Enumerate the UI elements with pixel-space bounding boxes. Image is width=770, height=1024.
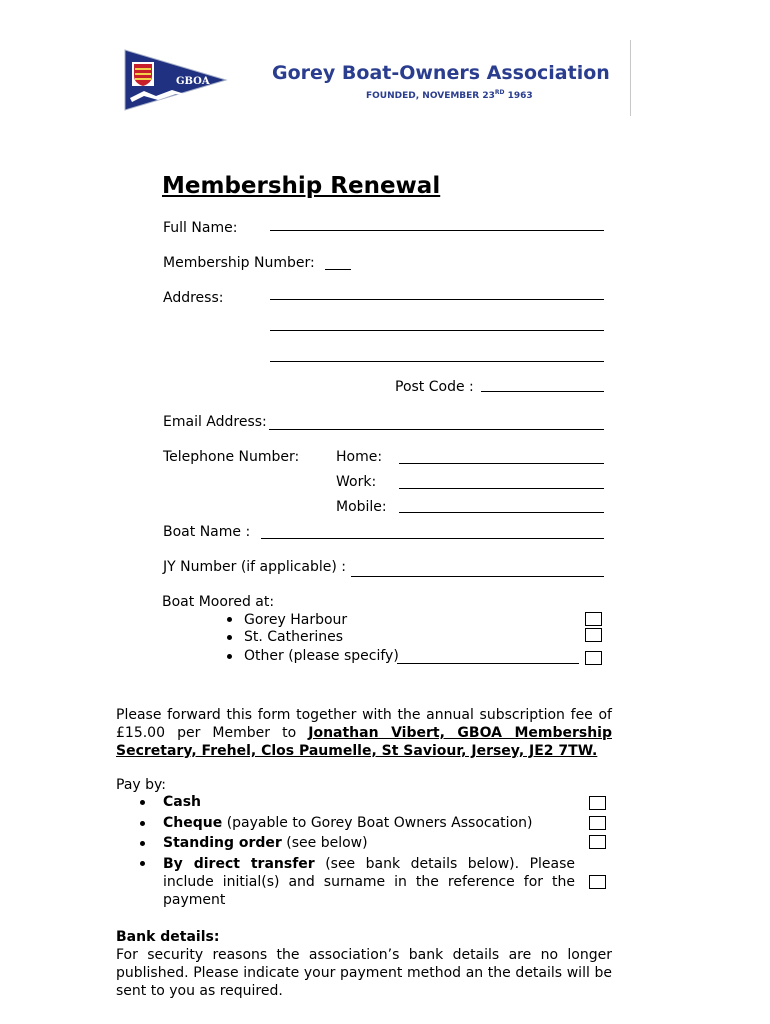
form-title: Membership Renewal	[162, 173, 441, 199]
work-phone-field[interactable]	[399, 488, 604, 489]
bank-details-heading: Bank details:	[116, 929, 220, 945]
mooring-other-label: Other (please specify)	[244, 648, 399, 664]
cash-checkbox[interactable]	[589, 796, 606, 810]
bullet	[140, 821, 145, 826]
cheque-checkbox[interactable]	[589, 816, 606, 830]
full-name-field[interactable]	[270, 230, 604, 231]
address-line-3[interactable]	[270, 361, 604, 362]
org-name: Gorey Boat-Owners Association	[272, 62, 610, 84]
mooring-other-checkbox[interactable]	[585, 651, 602, 665]
mobile-phone-label: Mobile:	[336, 499, 387, 515]
membership-number-label: Membership Number:	[163, 255, 315, 271]
mooring-gorey-harbour-checkbox[interactable]	[585, 612, 602, 626]
founded-line: FOUNDED, NOVEMBER 23RD 1963	[366, 89, 533, 101]
standing-order-checkbox[interactable]	[589, 835, 606, 849]
moored-label: Boat Moored at:	[162, 594, 275, 610]
home-phone-label: Home:	[336, 449, 383, 465]
logo-text: GBOA	[176, 76, 210, 87]
pay-by-label: Pay by:	[116, 777, 166, 793]
forward-instructions: Please forward this form together with the annual subscription fee of £15.00 per Member to Jonathan Vibert, GBOA Membership Secretary, Frehel, Clos Paumelle, St Saviour, Jersey, JE2 7TW.	[116, 707, 612, 759]
bullet	[140, 861, 145, 866]
address-line-2[interactable]	[270, 330, 604, 331]
cash-label: Cash	[163, 794, 202, 810]
home-phone-field[interactable]	[399, 463, 604, 464]
membership-number-field[interactable]	[325, 269, 351, 270]
mooring-other-field[interactable]	[397, 663, 579, 664]
bullet	[140, 841, 145, 846]
mooring-st-catherines-label: St. Catherines	[244, 629, 344, 645]
direct-transfer-option: By direct transfer (see bank details below). Please include initial(s) and surname in the reference for the payment	[163, 856, 575, 908]
bullet	[227, 635, 232, 640]
bullet	[140, 800, 145, 805]
boat-name-field[interactable]	[261, 538, 604, 539]
cheque-option: Cheque (payable to Gorey Boat Owners Assocation)	[163, 815, 533, 831]
mooring-st-catherines-checkbox[interactable]	[585, 628, 602, 642]
jy-number-field[interactable]	[351, 576, 604, 577]
telephone-label: Telephone Number:	[163, 449, 300, 465]
jy-number-label: JY Number (if applicable) :	[163, 559, 346, 575]
bullet	[227, 654, 232, 659]
email-field[interactable]	[269, 429, 604, 430]
work-phone-label: Work:	[336, 474, 377, 490]
mooring-gorey-harbour-label: Gorey Harbour	[244, 612, 348, 628]
standing-order-option: Standing order (see below)	[163, 835, 368, 851]
bullet	[227, 617, 232, 622]
address-label: Address:	[163, 290, 224, 306]
direct-transfer-checkbox[interactable]	[589, 875, 606, 889]
email-label: Email Address:	[163, 414, 267, 430]
bank-details-text: For security reasons the association’s bank details are no longer published. Please indicate your payment method an the details will be sent to you as required.	[116, 947, 612, 999]
post-code-field[interactable]	[481, 391, 604, 392]
address-line-1[interactable]	[270, 299, 604, 300]
boat-name-label: Boat Name :	[163, 524, 251, 540]
full-name-label: Full Name:	[163, 220, 238, 236]
mobile-phone-field[interactable]	[399, 512, 604, 513]
post-code-label: Post Code :	[395, 379, 474, 395]
header-divider	[630, 40, 631, 116]
gboa-burgee-logo	[122, 46, 230, 118]
